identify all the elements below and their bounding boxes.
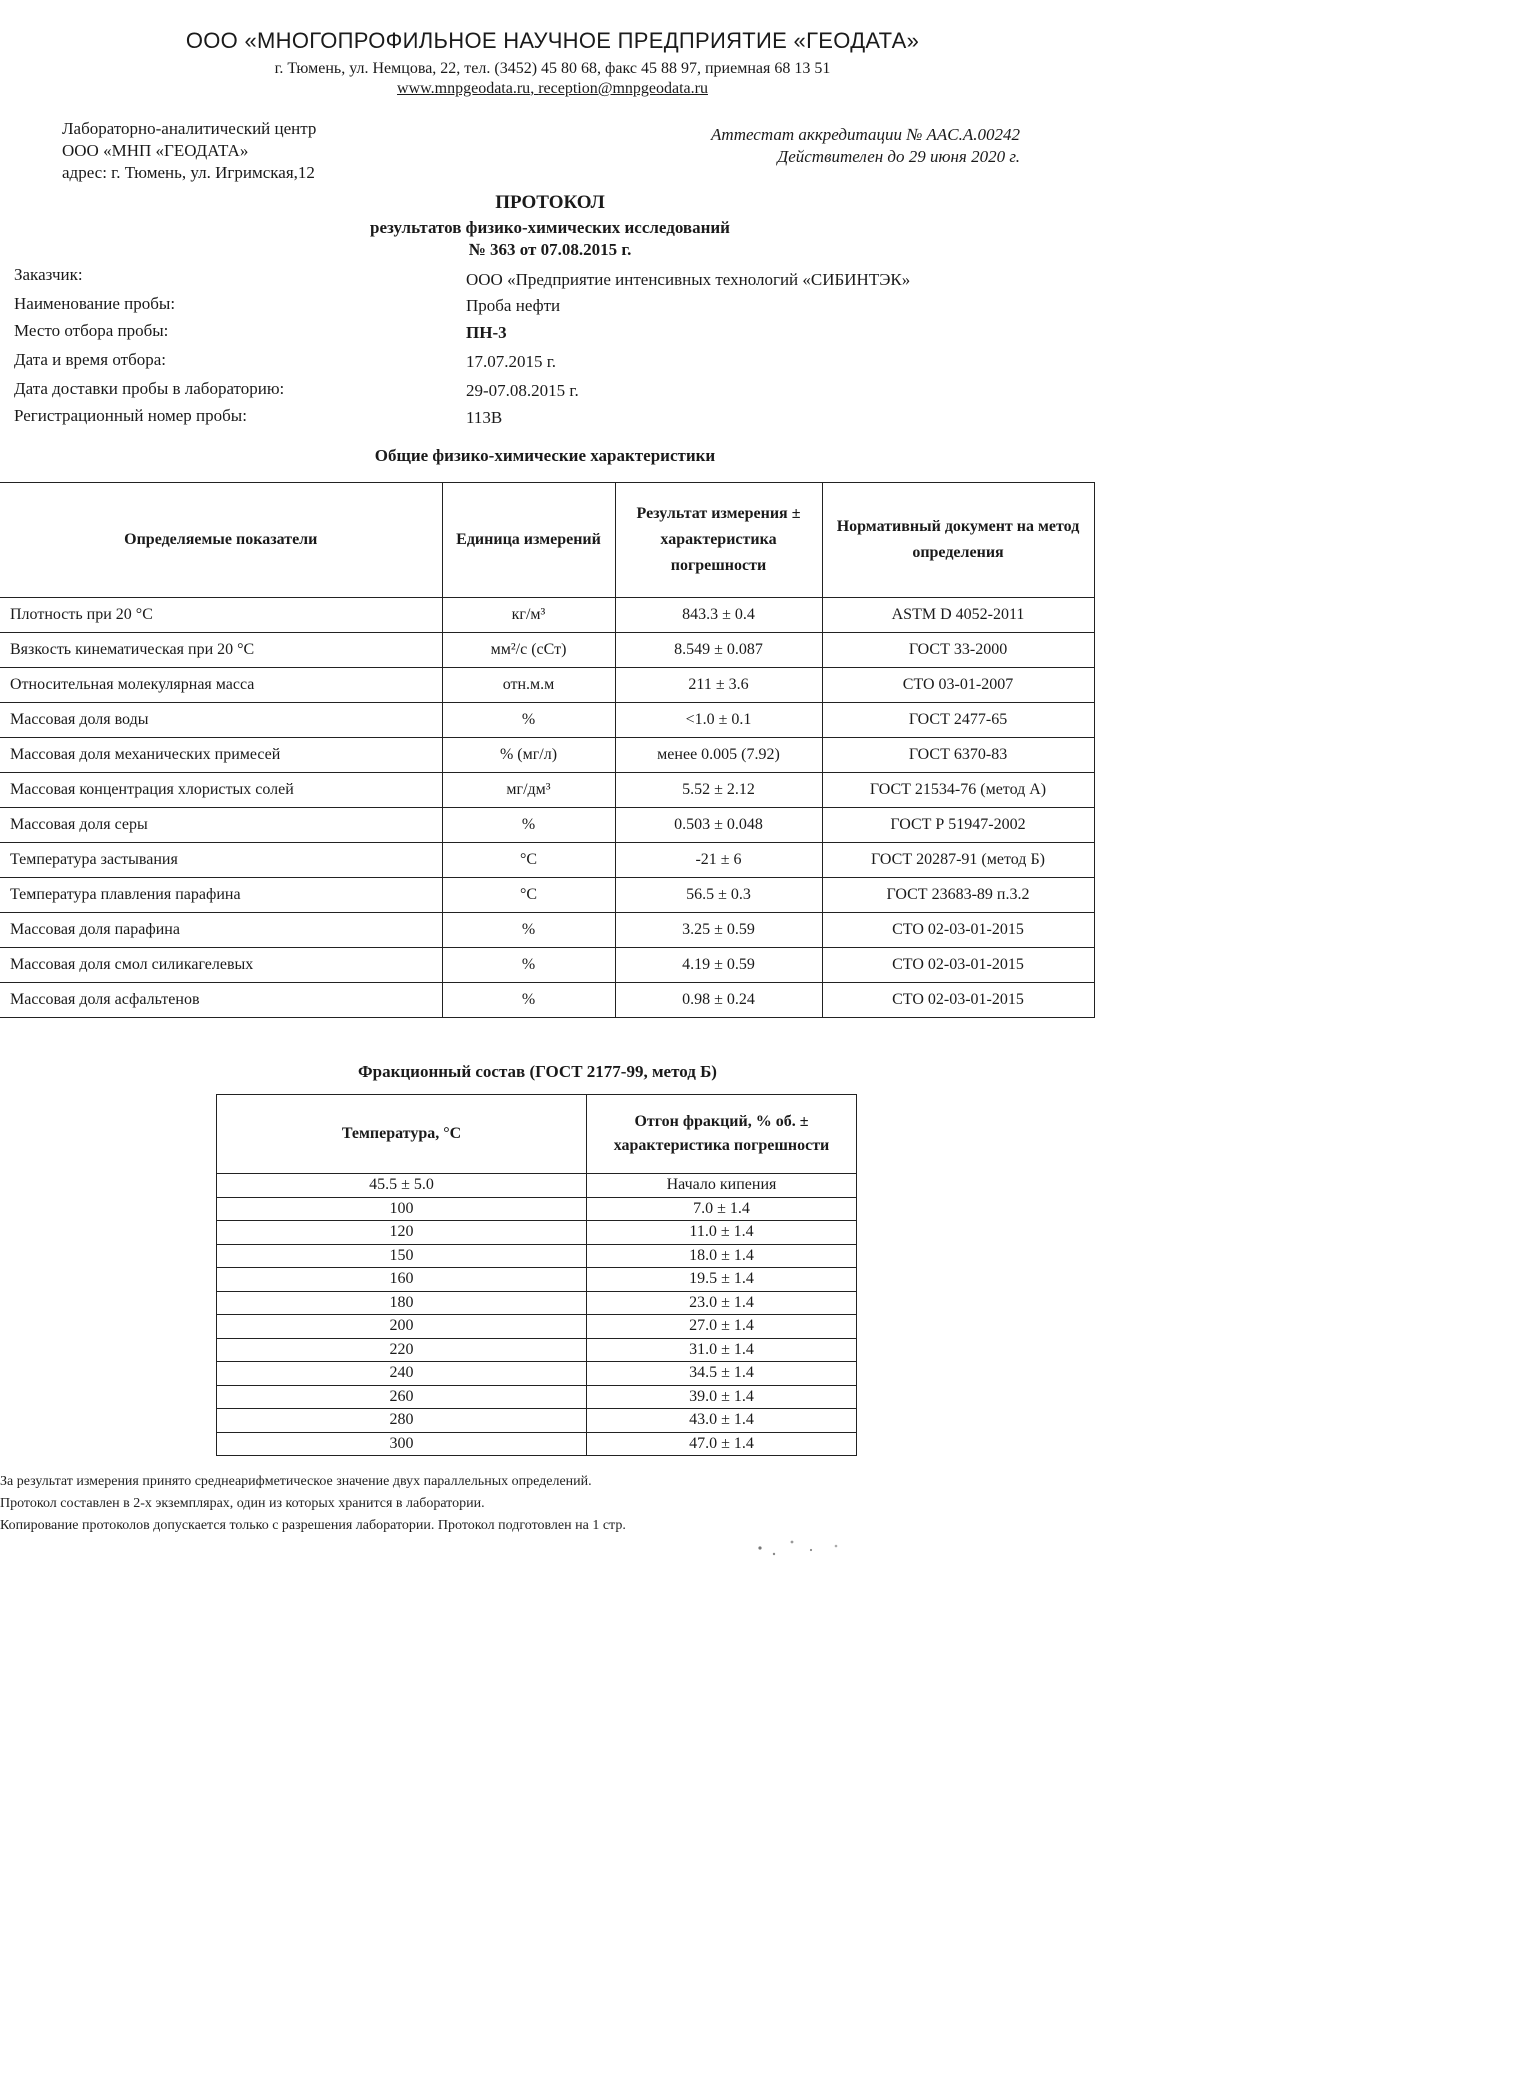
field-label-reg-number: Регистрационный номер пробы: <box>14 406 247 425</box>
fraction-yield-cell: 31.0 ± 1.4 <box>587 1338 857 1362</box>
param-cell: Массовая доля механических примесей <box>0 738 442 773</box>
field-label-customer: Заказчик: <box>14 265 83 284</box>
table-row <box>0 843 1094 878</box>
param-cell: Температура плавления парафина <box>0 878 442 913</box>
unit-cell: % <box>442 808 615 843</box>
table-row <box>0 633 1094 668</box>
general-characteristics-table <box>0 482 1095 1018</box>
table-row <box>217 1221 857 1245</box>
field-value-delivery-date: 29-07.08.2015 г. <box>466 381 579 400</box>
header-fraction-yield: Отгон фракций, % об. ± характеристика погрешности <box>587 1095 857 1174</box>
table-row <box>217 1432 857 1456</box>
method-cell: ASTM D 4052-2011 <box>822 598 1094 633</box>
result-cell: <1.0 ± 0.1 <box>615 703 822 738</box>
footer-note-1: За результат измерения принято среднеарифметическое значение двух параллельных определений. <box>0 1474 592 1489</box>
unit-cell: мг/дм³ <box>442 773 615 808</box>
table-row <box>217 1338 857 1362</box>
temperature-cell: 100 <box>217 1197 587 1221</box>
fraction-section-title: Фракционный состав (ГОСТ 2177-99, метод Б) <box>358 1062 717 1081</box>
result-cell: -21 ± 6 <box>615 843 822 878</box>
method-cell: СТО 03-01-2007 <box>822 668 1094 703</box>
table-row <box>0 948 1094 983</box>
method-cell: СТО 02-03-01-2015 <box>822 948 1094 983</box>
param-cell: Массовая доля воды <box>0 703 442 738</box>
footer-note-3: Копирование протоколов допускается только с разрешения лаборатории. Протокол подготовлен на 1 стр. <box>0 1518 626 1533</box>
param-cell: Массовая доля парафина <box>0 913 442 948</box>
field-label-sample-name: Наименование пробы: <box>14 294 176 313</box>
fraction-yield-cell: 43.0 ± 1.4 <box>587 1409 857 1433</box>
method-cell: СТО 02-03-01-2015 <box>822 983 1094 1018</box>
separator: , <box>530 80 539 97</box>
temperature-cell: 180 <box>217 1291 587 1315</box>
table-row <box>217 1362 857 1386</box>
fraction-composition-table <box>216 1094 857 1456</box>
result-cell: 4.19 ± 0.59 <box>615 948 822 983</box>
unit-cell: % <box>442 983 615 1018</box>
result-cell: 0.98 ± 0.24 <box>615 983 822 1018</box>
method-cell: ГОСТ 2477-65 <box>822 703 1094 738</box>
result-cell: 56.5 ± 0.3 <box>615 878 822 913</box>
header-result: Результат измерения ± характеристика погрешности <box>615 483 822 598</box>
table-row <box>0 913 1094 948</box>
lab-line-2: ООО «МНП «ГЕОДАТА» <box>62 141 249 160</box>
organization-title: ООО «МНОГОПРОФИЛЬНОЕ НАУЧНОЕ ПРЕДПРИЯТИЕ «ГЕОДАТА» <box>185 28 920 53</box>
param-cell: Относительная молекулярная масса <box>0 668 442 703</box>
temperature-cell: 45.5 ± 5.0 <box>217 1174 587 1198</box>
fraction-yield-cell: 11.0 ± 1.4 <box>587 1221 857 1245</box>
lab-line-3: адрес: г. Тюмень, ул. Игримская,12 <box>62 163 315 182</box>
method-cell: ГОСТ 23683-89 п.3.2 <box>822 878 1094 913</box>
param-cell: Вязкость кинематическая при 20 °С <box>0 633 442 668</box>
table-row <box>0 878 1094 913</box>
fraction-yield-cell: 34.5 ± 1.4 <box>587 1362 857 1386</box>
temperature-cell: 150 <box>217 1244 587 1268</box>
param-cell: Массовая доля асфальтенов <box>0 983 442 1018</box>
method-cell: ГОСТ 20287-91 (метод Б) <box>822 843 1094 878</box>
method-cell: ГОСТ 33-2000 <box>822 633 1094 668</box>
unit-cell: мм²/с (сСт) <box>442 633 615 668</box>
fraction-yield-cell: Начало кипения <box>587 1174 857 1198</box>
result-cell: 5.52 ± 2.12 <box>615 773 822 808</box>
fraction-yield-cell: 19.5 ± 1.4 <box>587 1268 857 1292</box>
table-row <box>217 1385 857 1409</box>
result-cell: 8.549 ± 0.087 <box>615 633 822 668</box>
fraction-yield-cell: 47.0 ± 1.4 <box>587 1432 857 1456</box>
table-row <box>217 1244 857 1268</box>
unit-cell: кг/м³ <box>442 598 615 633</box>
temperature-cell: 280 <box>217 1409 587 1433</box>
temperature-cell: 120 <box>217 1221 587 1245</box>
email-link[interactable]: reception@mnpgeodata.ru <box>538 80 708 97</box>
field-value-reg-number: 113В <box>466 408 503 427</box>
param-cell: Массовая доля смол силикагелевых <box>0 948 442 983</box>
field-value-sampling-date: 17.07.2015 г. <box>466 352 557 371</box>
field-label-sampling-place: Место отбора пробы: <box>14 321 169 340</box>
method-cell: ГОСТ 6370-83 <box>822 738 1094 773</box>
unit-cell: % (мг/л) <box>442 738 615 773</box>
param-cell: Температура застывания <box>0 843 442 878</box>
header-unit: Единица измерений <box>442 483 615 598</box>
field-value-sampling-place: ПН-3 <box>466 323 507 342</box>
temperature-cell: 240 <box>217 1362 587 1386</box>
temperature-cell: 160 <box>217 1268 587 1292</box>
table-header-row <box>0 483 1094 598</box>
table-row <box>217 1268 857 1292</box>
method-cell: СТО 02-03-01-2015 <box>822 913 1094 948</box>
result-cell: менее 0.005 (7.92) <box>615 738 822 773</box>
footer-note-2: Протокол составлен в 2-х экземплярах, один из которых хранится в лаборатории. <box>0 1496 485 1511</box>
protocol-number: № 363 от 07.08.2015 г. <box>468 240 632 259</box>
result-cell: 3.25 ± 0.59 <box>615 913 822 948</box>
table-header-row <box>217 1095 857 1174</box>
scan-specks <box>740 1524 890 1564</box>
table-row <box>0 808 1094 843</box>
table-row <box>217 1174 857 1198</box>
table-row <box>217 1197 857 1221</box>
table-row <box>0 983 1094 1018</box>
temperature-cell: 300 <box>217 1432 587 1456</box>
header-param: Определяемые показатели <box>0 483 442 598</box>
lab-info <box>62 118 316 184</box>
temperature-cell: 220 <box>217 1338 587 1362</box>
table-row <box>0 668 1094 703</box>
unit-cell: отн.м.м <box>442 668 615 703</box>
unit-cell: % <box>442 948 615 983</box>
unit-cell: % <box>442 703 615 738</box>
general-section-title: Общие физико-химические характеристики <box>374 446 716 465</box>
table-row <box>0 738 1094 773</box>
result-cell: 211 ± 3.6 <box>615 668 822 703</box>
param-cell: Плотность при 20 °С <box>0 598 442 633</box>
temperature-cell: 200 <box>217 1315 587 1339</box>
field-value-customer: ООО «Предприятие интенсивных технологий «СИБИНТЭК» <box>466 270 911 289</box>
table-row <box>0 773 1094 808</box>
temperature-cell: 260 <box>217 1385 587 1409</box>
organization-web <box>0 80 1105 98</box>
unit-cell: °С <box>442 843 615 878</box>
result-cell: 0.503 ± 0.048 <box>615 808 822 843</box>
field-value-sample-name: Проба нефти <box>466 296 561 315</box>
param-cell: Массовая концентрация хлористых солей <box>0 773 442 808</box>
accreditation-line-2: Действителен до 29 июня 2020 г. <box>777 147 1020 166</box>
field-label-sampling-date: Дата и время отбора: <box>14 350 167 369</box>
result-cell: 843.3 ± 0.4 <box>615 598 822 633</box>
website-link[interactable]: www.mnpgeodata.ru <box>397 80 531 97</box>
protocol-subtitle: результатов физико-химических исследований <box>370 218 730 237</box>
accreditation-info <box>711 124 1020 168</box>
header-doc: Нормативный документ на метод определения <box>822 483 1094 598</box>
fraction-yield-cell: 23.0 ± 1.4 <box>587 1291 857 1315</box>
unit-cell: % <box>442 913 615 948</box>
field-label-delivery-date: Дата доставки пробы в лабораторию: <box>14 379 285 398</box>
unit-cell: °С <box>442 878 615 913</box>
table-row <box>217 1291 857 1315</box>
fraction-yield-cell: 27.0 ± 1.4 <box>587 1315 857 1339</box>
protocol-title: ПРОТОКОЛ <box>495 192 605 213</box>
method-cell: ГОСТ 21534-76 (метод А) <box>822 773 1094 808</box>
header-temperature: Температура, °С <box>217 1095 587 1174</box>
table-row <box>217 1409 857 1433</box>
method-cell: ГОСТ Р 51947-2002 <box>822 808 1094 843</box>
fraction-yield-cell: 39.0 ± 1.4 <box>587 1385 857 1409</box>
table-row <box>0 598 1094 633</box>
table-row <box>217 1315 857 1339</box>
fraction-yield-cell: 18.0 ± 1.4 <box>587 1244 857 1268</box>
organization-contacts: г. Тюмень, ул. Немцова, 22, тел. (3452) 45 80 68, факс 45 88 97, приемная 68 13 51 <box>274 60 831 77</box>
table-row <box>0 703 1094 738</box>
fraction-yield-cell: 7.0 ± 1.4 <box>587 1197 857 1221</box>
lab-line-1: Лабораторно-аналитический центр <box>62 119 317 138</box>
param-cell: Массовая доля серы <box>0 808 442 843</box>
accreditation-line-1: Аттестат аккредитации № AAC.A.00242 <box>711 125 1020 144</box>
